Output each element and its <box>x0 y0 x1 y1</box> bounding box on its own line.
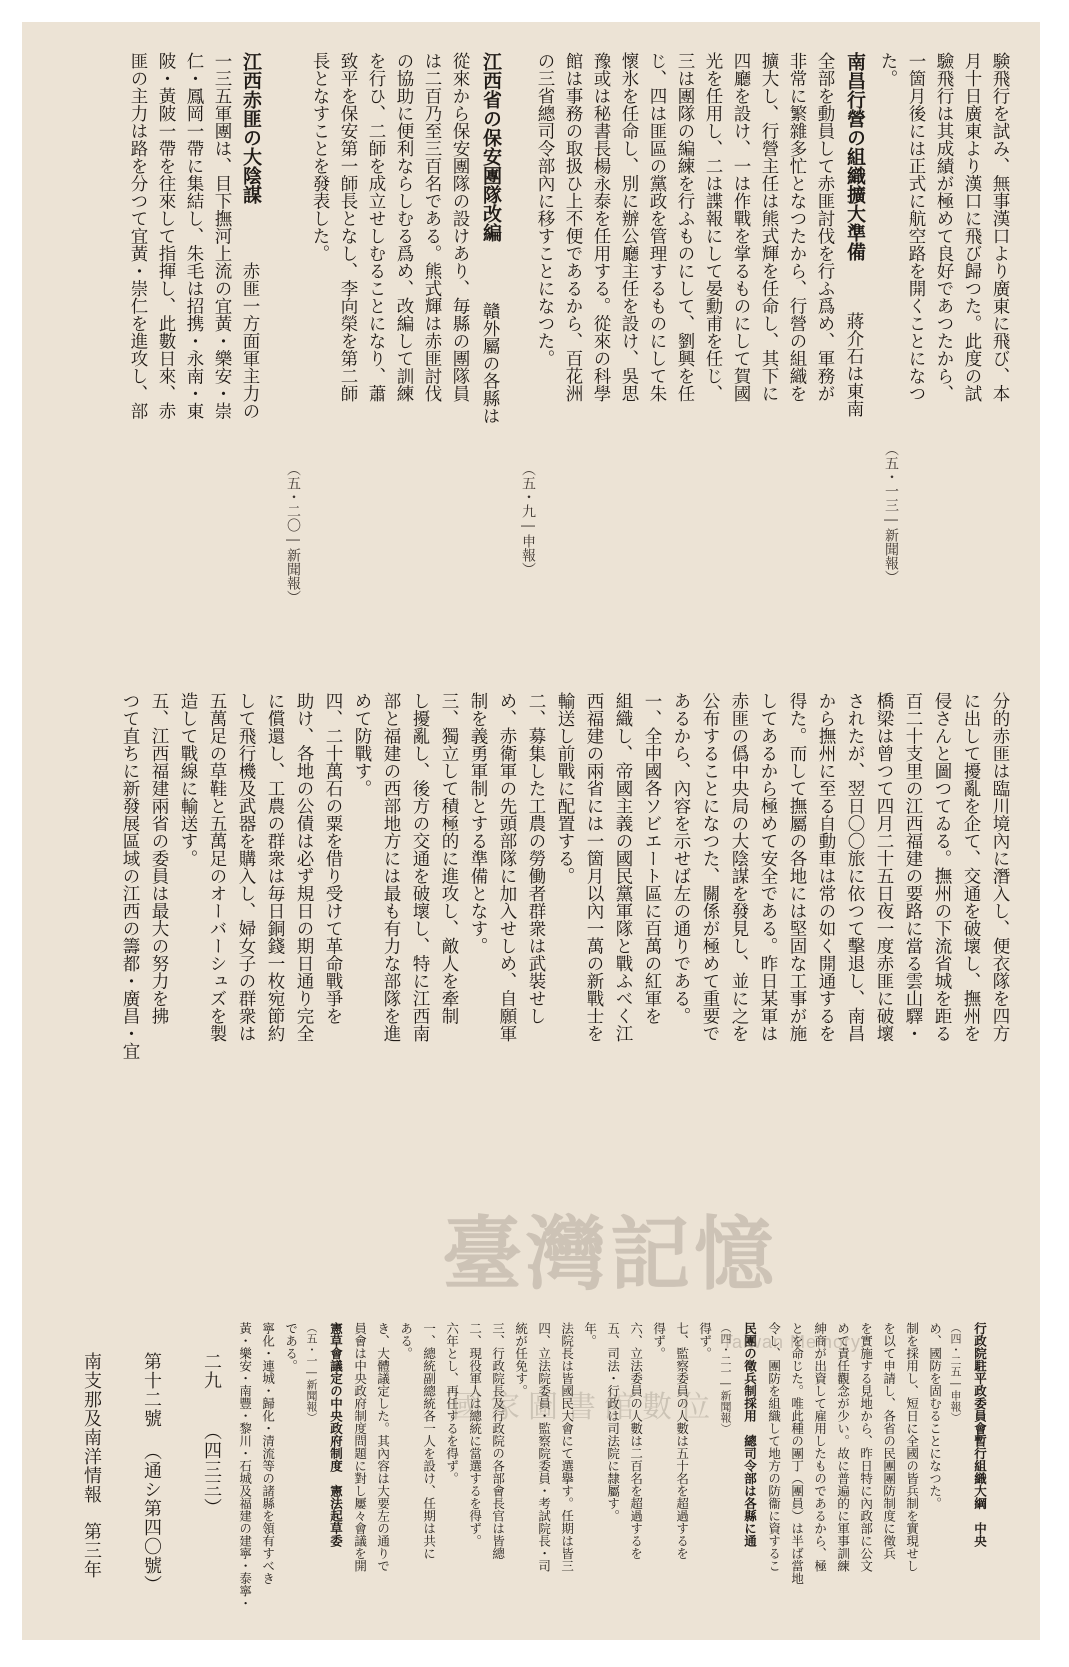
text-column: 五、江西福建兩省の委員は最大の努力を拂 <box>149 692 169 1025</box>
volume-year: 第三年 <box>81 1522 102 1579</box>
text-column: 仁・鳳岡一帶に集結し、朱毛は招携・永南・東 <box>184 52 204 420</box>
text-column: 部と福建の西部地方には最も有力な部隊を進 <box>381 692 401 1042</box>
svg-text:臺灣記憶: 臺灣記憶 <box>442 1207 778 1301</box>
text-column: 六年とし、再任するを得ず。 <box>444 1322 460 1485</box>
text-column: を實施する見地から、昨日特に內政部に公文 <box>858 1322 874 1572</box>
text-column: 験飛行を試み、無事漢口より廣東に飛び、本 <box>990 52 1010 402</box>
text-column: 一三五軍團は、目下撫河上流の宜黃・樂安・崇 <box>212 52 232 420</box>
text-column: の三省總司令部內に移すことになつた。 <box>535 52 555 367</box>
text-column: め、國防を固むることになつた。 <box>927 1322 943 1510</box>
text-column: は二百乃至三百名である。熊式輝は赤匪討伐 <box>422 52 442 402</box>
text-column: 橋梁は曾つて四月二十五日夜一度赤匪に破壞 <box>874 692 894 1042</box>
text-column: 蔣介石は東南 <box>844 312 864 417</box>
text-column: 五萬足の草鞋と五萬足のオーバーシュズを製 <box>207 692 227 1042</box>
text-column: め、赤衛軍の先頭部隊に加入せしめ、自願軍 <box>497 692 517 1042</box>
text-column: 輸送し前戰に配置する。 <box>555 692 575 885</box>
text-column: 年。 <box>582 1322 598 1347</box>
text-column: 三は團隊の編練を行ふものにして、劉興を任 <box>675 52 695 402</box>
journal-title: 南支那及南洋情報 <box>81 1352 102 1504</box>
text-column: に償還し、工農の群衆は毎日銅錢一枚宛節約 <box>265 692 285 1042</box>
section-heading: 江西省の保安團隊改編 <box>480 52 502 242</box>
issue-number: 第十二號 <box>141 1352 162 1428</box>
text-column: 月十日廣東より漢口に飛び歸つた。此度の試 <box>962 52 982 402</box>
text-column: の協助に便利ならしむる爲め、改編して訓練 <box>394 52 414 402</box>
text-column: 擴大し、行營主任は熊式輝を任命し、其下に <box>759 52 779 402</box>
text-column: 得ず。 <box>651 1322 667 1360</box>
text-column: から撫州に至る自動車は常の如く開通するを <box>816 692 836 1042</box>
text-column: してあるから極めて安全である。昨日某軍は <box>758 692 778 1042</box>
text-column: 制を採用し、短日に全國の皆兵制を實現せし <box>904 1322 920 1572</box>
text-column: ある。 <box>398 1322 414 1360</box>
seal-graphic <box>442 1202 782 1312</box>
page-number: 二九 <box>201 1352 222 1390</box>
section-heading: 南昌行營の組織擴大準備 <box>844 52 866 261</box>
text-column: 得た。而して撫屬の各地には堅固な工事が施 <box>787 692 807 1042</box>
text-column: めて責任觀念が少い。故に普遍的に軍事訓練 <box>835 1322 851 1572</box>
text-column: 赤匪一方面軍主力の <box>240 262 260 420</box>
text-column: 組織し、帝國主義の國民黨軍隊と戰ふべく江 <box>613 692 633 1042</box>
source-citation: （五・一三―新聞報） <box>883 442 899 584</box>
text-column: 助け、各地の公債は必ず規日の期日通り完全 <box>294 692 314 1042</box>
text-column: 制を義勇軍制とする準備となす。 <box>468 692 488 955</box>
text-column: 光を任用し、二は諜報にして晏勳甫を任じ、 <box>703 52 723 402</box>
text-column: を行ひ、二師を成立せしむることになり、蕭 <box>366 52 386 402</box>
text-column: き、大體議定した。其內容は大要左の通りで <box>375 1322 391 1572</box>
text-column: 二、募集した工農の勞働者群衆は武裝せし <box>526 692 546 1025</box>
source-citation: （五・二〇―新聞報） <box>285 462 301 604</box>
text-column: されたが、翌日〇〇旅に依つて擊退し、南昌 <box>845 692 865 1042</box>
text-column: し擾亂し、後方の交通を破壞し、特に江西南 <box>410 692 430 1042</box>
text-column: 致平を保安第一師長となし、李向榮を第二師 <box>338 52 358 402</box>
text-column: 陂・黃陂一帶を往來して指揮し、此數日來、赤 <box>156 52 176 420</box>
document-page <box>22 22 1040 1640</box>
source-citation: （四・二五―申報） <box>949 1322 962 1423</box>
page-total: （四三三） <box>201 1422 222 1517</box>
serial-number: （通シ第四〇號） <box>141 1442 162 1594</box>
text-column: 員會は中央政府制度問題に對し屢々會議を開 <box>352 1322 368 1572</box>
text-column: 豫或は秘書長楊永泰を任用する。從來の科學 <box>591 52 611 402</box>
text-column: 四廳を設け、一は作戰を掌るものにして賀國 <box>731 52 751 402</box>
section-heading: 江西赤匪の大陰謀 <box>240 52 262 204</box>
text-column: とを命じた。唯此種の團丁（團員）は半ば當地 <box>789 1322 805 1585</box>
text-column: 黃・樂安・南豐・黎川・石城及福建の建寧・泰寧・ <box>237 1322 253 1610</box>
text-column: 西福建の兩省には一箇月以內一萬の新戰士を <box>584 692 604 1042</box>
text-column: 全部を動員して赤匪討伐を行ふ爲め、軍務が <box>815 52 835 402</box>
text-column: 七、監察委員の人數は五十名を超過するを <box>674 1322 690 1560</box>
text-column: 得ず。 <box>697 1322 713 1360</box>
text-column: 非常に繁雜多忙となつたから、行營の組織を <box>787 52 807 402</box>
text-column: 館は事務の取扱ひ上不便であるから、百花洲 <box>563 52 583 402</box>
text-column: じ、四は匪區の黨政を管理するものにして朱 <box>647 52 667 402</box>
text-column: 懷氷を任命し、別に辦公廳主任を設け、吳思 <box>619 52 639 402</box>
text-column: つて直ちに新發展區域の江西の籌都・廣昌・宜 <box>120 692 140 1060</box>
text-column: あるから、內容を示せば左の通りである。 <box>671 692 691 1025</box>
section-heading: 民團の徵兵制採用 總司令部は各縣に通 <box>742 1322 758 1547</box>
text-column: 紳商が出資して雇用したものであるから、極 <box>812 1322 828 1572</box>
text-column: 公布することになつた、關係が極めて重要で <box>700 692 720 1042</box>
text-column: 寧化・連城・歸化・清流等の諸縣を領有すべき <box>260 1322 276 1585</box>
text-column: た。 <box>878 52 898 87</box>
text-column: 從來から保安團隊の設けあり、毎縣の團隊員 <box>450 52 470 402</box>
text-column: 侵さんと圖つてゐる。撫州の下流省城を距る <box>932 692 952 1042</box>
text-column: 赤匪の僞中央局の大陰謀を發見し、並に之を <box>729 692 749 1042</box>
text-column: である。 <box>283 1322 299 1372</box>
text-column: 六、立法委員の人數は二百名を超過するを <box>628 1322 644 1560</box>
text-column: 分的赤匪は臨川境內に潛入し、便衣隊を四方 <box>990 692 1010 1042</box>
text-column: 四、二十萬石の粟を借り受けて革命戰爭を <box>323 692 343 1025</box>
text-column: 造して戰線に輸送す。 <box>178 692 198 867</box>
text-column: 二、現役軍人は總統に當選するを得ず。 <box>467 1322 483 1547</box>
text-column: 匪の主力は路を分つて宜黃・崇仁を進攻し、部 <box>128 52 148 420</box>
text-column: 令し、團防を組織して地方の防衞に資するこ <box>766 1322 782 1572</box>
section-heading: 憲草會議定の中央政府制度 憲法起草委 <box>328 1322 344 1547</box>
text-column: めて防戰す。 <box>352 692 372 797</box>
watermark-english: Taiwan Memory <box>722 1332 862 1352</box>
text-column: 一箇月後には正式に航空路を開くことになつ <box>906 52 926 402</box>
text-column: 三、獨立して積極的に進攻し、敵人を牽制 <box>439 692 459 1025</box>
text-column: 贛外屬の各縣は <box>480 302 500 425</box>
text-column: 四、立法院委員・監察院委員・考試院長・司 <box>536 1322 552 1572</box>
text-column: を以て申請し、各省の民團團防制度に徵兵 <box>881 1322 897 1560</box>
text-column: 三、行政院長及行政院の各部會長官は皆總 <box>490 1322 506 1560</box>
text-column: 百二十支里の江西福建の要路に當る雲山驛・ <box>903 692 923 1042</box>
text-column: 驗飛行は其成績が極めて良好であつたから、 <box>934 52 954 402</box>
source-citation: （四・二一―新聞報） <box>719 1322 732 1434</box>
text-column: 長となすことを發表した。 <box>310 52 330 262</box>
watermark-seal <box>442 1202 782 1328</box>
source-citation: （五・九―申報） <box>520 462 536 576</box>
text-column: に出して擾亂を企て、交通を破壞し、撫州を <box>961 692 981 1042</box>
text-column: 一、總統副總統各一人を設け、任期は共に <box>421 1322 437 1560</box>
text-column: して飛行機及武器を購入し、婦女子の群衆は <box>236 692 256 1042</box>
section-heading: 行政院駐平政委員會暫行組織大綱 中央 <box>972 1322 988 1547</box>
text-column: 法院長は皆國民大會にて選擧す。任期は皆三 <box>559 1322 575 1572</box>
text-column: 一、全中國各ソビエート區に百萬の紅軍を <box>642 692 662 1025</box>
watermark-caption: 國家圖書館數位 <box>452 1390 718 1425</box>
text-column: 統が任免す。 <box>513 1322 529 1397</box>
text-column: 五、司法・行政は司法院に隸屬す。 <box>605 1322 621 1522</box>
source-citation: （五・一―新聞報） <box>305 1322 318 1423</box>
